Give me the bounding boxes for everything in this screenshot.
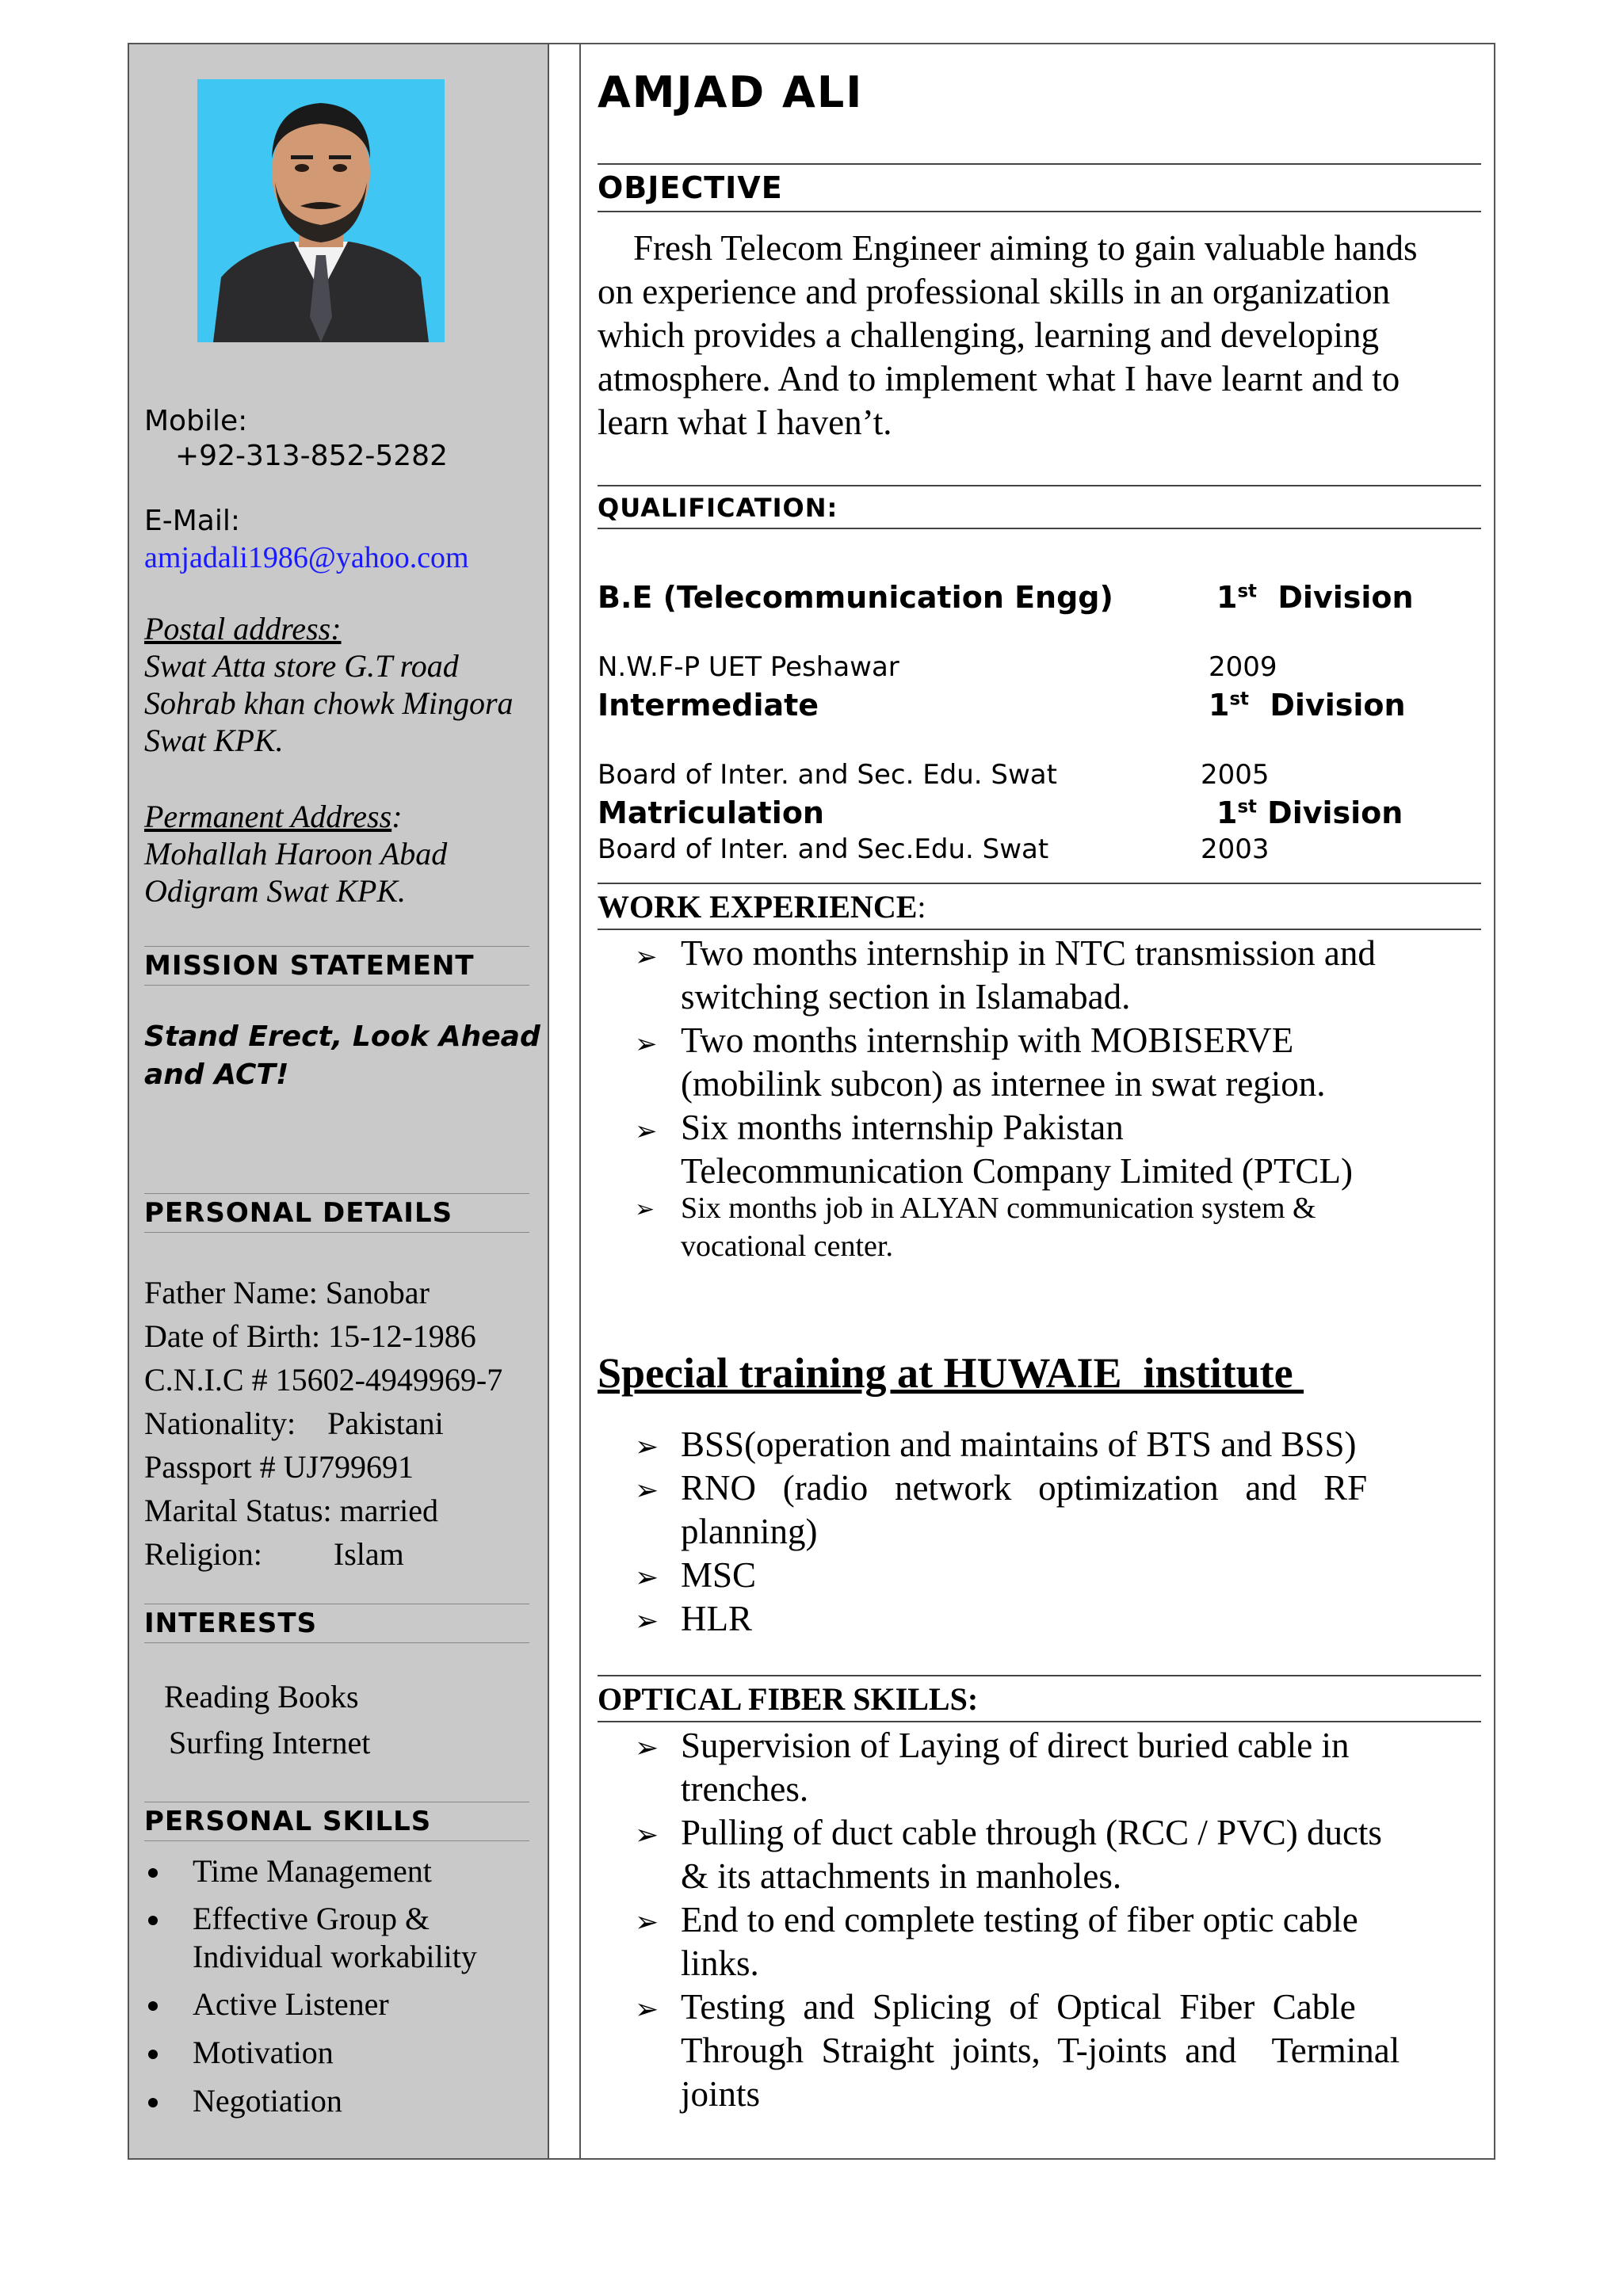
personal-skills-list xyxy=(137,1852,533,2138)
qualification-year: 2005 xyxy=(1201,759,1270,791)
divider xyxy=(598,211,1481,212)
work-item: Two months internship in NTC transmission and switching section in Islamabad. xyxy=(681,933,1376,1016)
arrow-bullet-icon: ➢ xyxy=(635,1474,659,1507)
portrait-image xyxy=(197,79,445,342)
email-address[interactable]: amjadali1986@yahoo.com xyxy=(144,541,469,574)
objective-line: atmosphere. And to implement what I have learnt and to xyxy=(598,359,1400,399)
skill-item: Time Management xyxy=(193,1853,432,1889)
fiber-item: Testing and Splicing of Optical Fiber Cable Through Straight joints, T-joints and Terminal joints xyxy=(681,1987,1400,2114)
qualification-degree: Matriculation xyxy=(598,795,824,830)
qualification-division: 1st Division xyxy=(1216,795,1403,830)
mobile-label: Mobile: xyxy=(144,405,248,437)
personal-detail: Nationality: Pakistani xyxy=(144,1405,444,1441)
fiber-item: Supervision of Laying of direct buried cable in trenches. xyxy=(681,1726,1350,1809)
mission-statement-line: and ACT! xyxy=(144,1058,289,1091)
email-label: E-Mail: xyxy=(144,505,240,537)
skill-item: Effective Group & xyxy=(193,1901,430,1936)
bullet-icon xyxy=(148,2001,158,2011)
training-item: BSS(operation and maintains of BTS and BSS) xyxy=(681,1425,1357,1464)
qualification-year: 2003 xyxy=(1201,833,1270,865)
objective-line: learn what I haven’t. xyxy=(598,402,892,442)
interest-item: Surfing Internet xyxy=(169,1725,371,1760)
qualification-degree: B.E (Telecommunication Engg) xyxy=(598,580,1113,615)
personal-detail: C.N.I.C # 15602-4949969-7 xyxy=(144,1362,503,1398)
divider xyxy=(598,163,1481,165)
skill-item: Individual workability xyxy=(193,1939,477,1974)
divider xyxy=(598,1721,1481,1722)
personal-skills-heading: PERSONAL SKILLS xyxy=(144,1802,529,1841)
arrow-bullet-icon: ➢ xyxy=(635,1431,659,1463)
qualification-division: 1st Division xyxy=(1209,688,1406,723)
sidebar xyxy=(129,44,549,2158)
bullet-icon xyxy=(148,2050,158,2059)
skill-item: Active Listener xyxy=(193,1986,389,2022)
arrow-bullet-icon: ➢ xyxy=(635,1028,658,1060)
personal-detail: Date of Birth: 15-12-1986 xyxy=(144,1318,476,1354)
objective-line: on experience and professional skills in an organization xyxy=(598,272,1391,311)
bullet-icon xyxy=(148,1868,158,1878)
permanent-address-label: Permanent Address: xyxy=(144,799,403,834)
qualification-division: 1st Division xyxy=(1216,580,1414,615)
resume-page xyxy=(128,43,1495,2160)
candidate-name: AMJAD ALI xyxy=(598,67,864,117)
divider xyxy=(598,1675,1481,1676)
personal-detail: Religion: Islam xyxy=(144,1536,404,1572)
personal-detail: Father Name: Sanobar xyxy=(144,1275,430,1310)
skill-item: Negotiation xyxy=(193,2083,342,2119)
bullet-icon xyxy=(148,1916,158,1925)
objective-heading: OBJECTIVE xyxy=(598,170,783,205)
arrow-bullet-icon: ➢ xyxy=(635,1732,659,1764)
personal-detail: Marital Status: married xyxy=(144,1493,439,1528)
postal-address-line: Sohrab khan chowk Mingora xyxy=(144,685,514,721)
personal-details-heading: PERSONAL DETAILS xyxy=(144,1193,529,1233)
arrow-bullet-icon: ➢ xyxy=(635,1562,659,1594)
objective-line: Fresh Telecom Engineer aiming to gain valuable hands xyxy=(598,228,1418,268)
work-experience-heading: WORK EXPERIENCE: xyxy=(598,889,926,925)
work-item: Six months internship Pakistan Telecommunication Company Limited (PTCL) xyxy=(681,1108,1353,1191)
training-item: HLR xyxy=(681,1599,752,1638)
training-item: MSC xyxy=(681,1555,757,1595)
skill-item: Motivation xyxy=(193,2035,334,2070)
divider xyxy=(598,528,1481,529)
divider xyxy=(598,485,1481,486)
permanent-address-line: Odigram Swat KPK. xyxy=(144,873,407,909)
optical-fiber-heading: OPTICAL FIBER SKILLS: xyxy=(598,1681,979,1717)
mobile-number[interactable]: +92-313-852-5282 xyxy=(175,440,448,472)
mission-heading: MISSION STATEMENT xyxy=(144,946,529,986)
permanent-address-line: Mohallah Haroon Abad xyxy=(144,836,448,871)
work-item: Six months job in ALYAN communication system & vocational center. xyxy=(681,1192,1316,1263)
arrow-bullet-icon: ➢ xyxy=(635,1116,658,1147)
arrow-bullet-icon: ➢ xyxy=(635,1196,655,1223)
postal-address-label: Postal address: xyxy=(144,611,342,646)
divider xyxy=(598,883,1481,884)
profile-photo xyxy=(197,79,445,342)
bullet-icon xyxy=(148,2098,158,2107)
personal-detail: Passport # UJ799691 xyxy=(144,1449,414,1485)
arrow-bullet-icon: ➢ xyxy=(635,1605,659,1638)
postal-address-line: Swat Atta store G.T road xyxy=(144,648,459,684)
special-training-heading: Special training at HUWAIE institute xyxy=(598,1349,1304,1397)
work-item: Two months internship with MOBISERVE (mobilink subcon) as internee in swat region. xyxy=(681,1020,1326,1104)
fiber-item: Pulling of duct cable through (RCC / PVC) ducts & its attachments in manholes. xyxy=(681,1813,1382,1896)
email-link[interactable] xyxy=(144,539,469,577)
objective-line: which provides a challenging, learning and developing xyxy=(598,315,1379,355)
interests-heading: INTERESTS xyxy=(144,1604,529,1643)
mission-statement-line: Stand Erect, Look Ahead xyxy=(144,1020,540,1053)
qualification-degree: Intermediate xyxy=(598,688,819,723)
column-divider xyxy=(549,44,581,2158)
postal-address-line: Swat KPK. xyxy=(144,723,284,758)
optical-fiber-list xyxy=(582,1724,1486,2120)
arrow-bullet-icon: ➢ xyxy=(635,1819,659,1852)
work-experience-list xyxy=(582,932,1486,1304)
qualification-institute: N.W.F-P UET Peshawar xyxy=(598,651,899,683)
divider xyxy=(598,929,1481,930)
fiber-item: End to end complete testing of fiber optic cable links. xyxy=(681,1900,1358,1983)
interest-item: Reading Books xyxy=(164,1679,359,1714)
training-item: RNO (radio network optimization and RF planning) xyxy=(681,1468,1368,1551)
arrow-bullet-icon: ➢ xyxy=(635,1906,659,1939)
main-column xyxy=(582,44,1494,2158)
qualification-year: 2009 xyxy=(1209,651,1277,683)
qualification-heading: QUALIFICATION: xyxy=(598,493,838,523)
qualification-institute: Board of Inter. and Sec. Edu. Swat xyxy=(598,759,1057,791)
training-list xyxy=(582,1423,1486,1661)
qualification-institute: Board of Inter. and Sec.Edu. Swat xyxy=(598,833,1049,865)
arrow-bullet-icon: ➢ xyxy=(635,941,658,973)
arrow-bullet-icon: ➢ xyxy=(635,1993,659,2026)
